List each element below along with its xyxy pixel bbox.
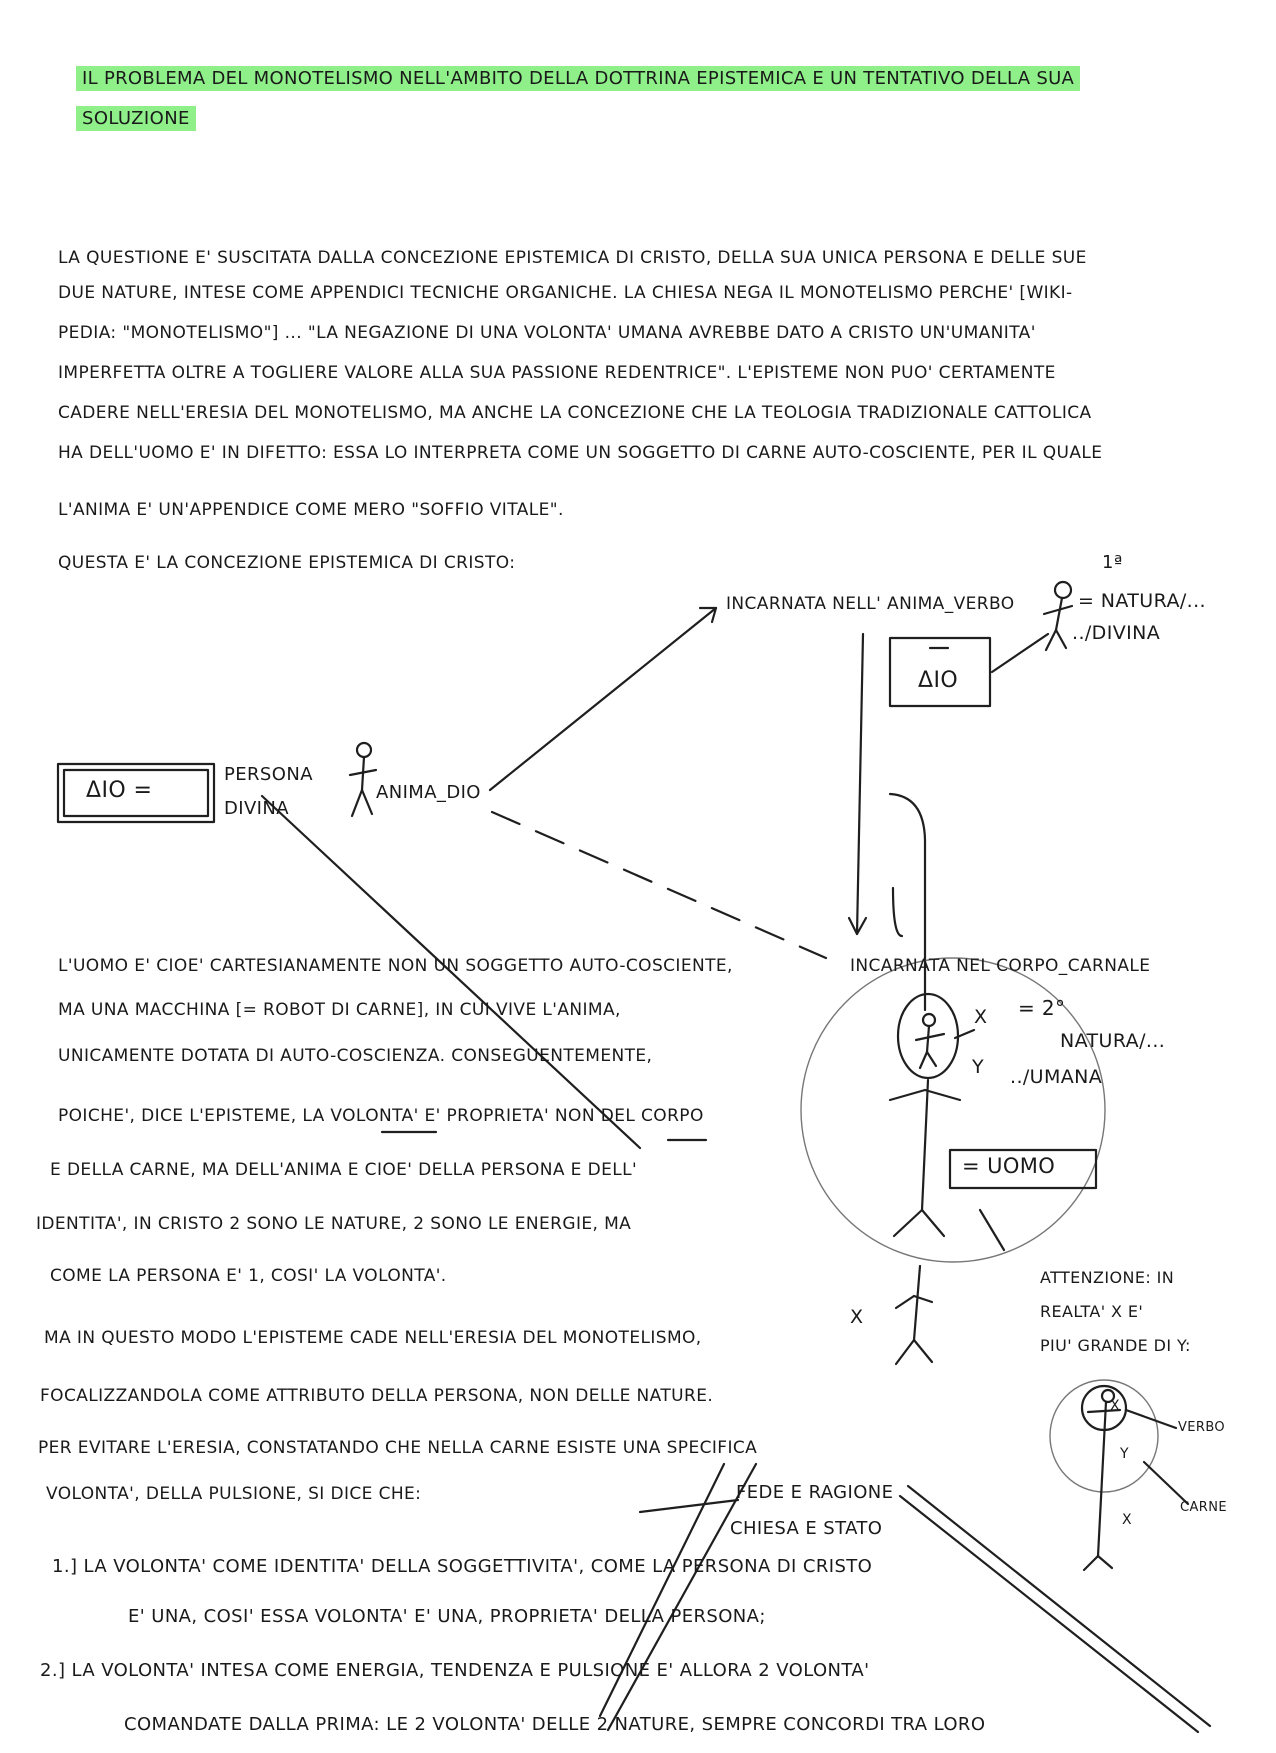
chiesa-e-stato: CHIESA E STATO — [730, 1518, 883, 1539]
cross-line-1 — [608, 1464, 756, 1730]
intro-line-4: IMPERFETTA OLTRE A TOGLIERE VALORE ALLA SUA PASSIONE REDENTRICE". L'EPISTEME NON PUO' CERTAMENTE — [58, 363, 1056, 383]
small-figure — [1084, 1390, 1120, 1570]
attenzione-line3: PIU' GRANDE DI Y: — [1040, 1336, 1191, 1355]
anima-dio-figure — [350, 743, 376, 816]
lower-line-2: FOCALIZZANDOLA COME ATTRIBUTO DELLA PERSONA, NON DELLE NATURE. — [40, 1386, 714, 1406]
small-x-label-2: X — [1122, 1512, 1132, 1528]
cross-line-4 — [908, 1486, 1210, 1726]
intro-line-2: DUE NATURE, INTESE COME APPENDICI TECNICHE ORGANICHE. LA CHIESA NEGA IL MONOTELISMO PERCHE' [WIKI- — [58, 283, 1073, 303]
inner-figure — [916, 1014, 944, 1068]
point-1-line-2: E' UNA, COSI' ESSA VOLONTA' E' UNA, PROPRIETA' DELLA PERSONA; — [128, 1606, 766, 1627]
natura-divina-line1: = NATURA/... — [1078, 590, 1206, 612]
middle-line-2: MA UNA MACCHINA [= ROBOT DI CARNE], IN CUI VIVE L'ANIMA, — [58, 1000, 621, 1020]
persona-label: PERSONA — [224, 764, 313, 785]
middle-line-3: UNICAMENTE DOTATA DI AUTO-COSCIENZA. CONSEGUENTEMENTE, — [58, 1046, 653, 1066]
vertical-arrow — [857, 634, 863, 934]
intro-line-7: L'ANIMA E' UN'APPENDICE COME MERO "SOFFIO VITALE". — [58, 500, 564, 520]
intro-line-3: PEDIA: "MONOTELISMO"] ... "LA NEGAZIONE DI UNA VOLONTA' UMANA AVREBBE DATO A CRISTO UN'UMANITA' — [58, 323, 1036, 343]
lower-line-1: MA IN QUESTO MODO L'EPISTEME CADE NELL'ERESIA DEL MONOTELISMO, — [44, 1328, 702, 1348]
point-1-line-1: 1.] LA VOLONTA' COME IDENTITA' DELLA SOGGETTIVITA', COME LA PERSONA DI CRISTO — [52, 1556, 873, 1577]
middle-line-5: E DELLA CARNE, MA DELL'ANIMA E CIOE' DELLA PERSONA E DELL' — [50, 1160, 638, 1180]
small-y-label: Y — [1120, 1446, 1129, 1462]
verbo-label: VERBO — [1178, 1420, 1226, 1435]
cross-line-3 — [900, 1496, 1198, 1732]
natura-divina-ordinal: 1ª — [1102, 552, 1123, 573]
x-label: X — [974, 1006, 988, 1028]
left-dio-label: ΔIO = — [86, 778, 153, 803]
natura-divina-line2: ../DIVINA — [1072, 622, 1161, 644]
middle-line-7: COME LA PERSONA E' 1, COSI' LA VOLONTA'. — [50, 1266, 447, 1286]
intro-line-6: HA DELL'UOMO E' IN DIFETTO: ESSA LO INTERPRETA COME UN SOGGETTO DI CARNE AUTO-COSCIENTE, PER IL QUALE — [58, 443, 1103, 463]
lower-line-3: PER EVITARE L'ERESIA, CONSTATANDO CHE NELLA CARNE ESISTE UNA SPECIFICA — [38, 1438, 758, 1458]
intro-line-1: LA QUESTIONE E' SUSCITATA DALLA CONCEZIONE EPISTEMICA DI CRISTO, DELLA SUA UNICA PERSONA E DELLE SUE — [58, 248, 1087, 268]
lower-line-4: VOLONTA', DELLA PULSIONE, SI DICE CHE: — [46, 1484, 422, 1504]
fede-e-ragione: FEDE E RAGIONE — [736, 1482, 894, 1503]
y-label: Y — [972, 1056, 985, 1078]
small-x-label: X — [1110, 1398, 1120, 1414]
intro-line-5: CADERE NELL'ERESIA DEL MONOTELISMO, MA ANCHE LA CONCEZIONE CHE LA TEOLOGIA TRADIZIONALE CATTOLICA — [58, 403, 1092, 423]
incarnata-verbo-label: INCARNATA NELL' ANIMA_VERBO — [726, 594, 1015, 614]
right-dio-label: ΔIO — [918, 668, 959, 693]
arrow-to-verbo — [490, 608, 716, 790]
title-line-1: IL PROBLEMA DEL MONOTELISMO NELL'AMBITO DELLA DOTTRINA EPISTEMICA E UN TENTATIVO DELLA SUA — [76, 66, 1080, 91]
carne-label: CARNE — [1180, 1500, 1227, 1515]
uomo-label: = UOMO — [962, 1154, 1056, 1178]
intro-line-8: QUESTA E' LA CONCEZIONE EPISTEMICA DI CRISTO: — [58, 553, 516, 573]
middle-line-6: IDENTITA', IN CRISTO 2 SONO LE NATURE, 2 SONO LE ENERGIE, MA — [36, 1214, 632, 1234]
natura-divina-figure — [1044, 582, 1072, 650]
attenzione-line1: ATTENZIONE: IN — [1040, 1268, 1175, 1287]
middle-line-1: L'UOMO E' CIOE' CARTESIANAMENTE NON UN SOGGETTO AUTO-COSCIENTE, — [58, 956, 733, 976]
divina-label: DIVINA — [224, 798, 289, 819]
natura-umana-line2: NATURA/... — [1060, 1030, 1166, 1052]
lower-figure — [896, 1266, 932, 1364]
title-line-2: SOLUZIONE — [76, 106, 196, 131]
lower-x-label: X — [850, 1306, 864, 1328]
natura-umana-line3: ../UMANA — [1010, 1066, 1103, 1088]
anima-dio-label: ANIMA_DIO — [376, 782, 481, 803]
attenzione-line2: REALTA' X E' — [1040, 1302, 1144, 1321]
loop-line — [890, 794, 925, 1010]
dashed-to-corpo — [492, 812, 826, 958]
middle-line-4: POICHE', DICE L'EPISTEME, LA VOLONTA' E' PROPRIETA' NON DEL CORPO — [58, 1106, 704, 1126]
point-2-line-2: COMANDATE DALLA PRIMA: LE 2 VOLONTA' DELLE 2 NATURE, SEMPRE CONCORDI TRA LORO — [124, 1714, 986, 1735]
natura-umana-line1: = 2° — [1018, 996, 1066, 1020]
point-2-line-1: 2.] LA VOLONTA' INTESA COME ENERGIA, TENDENZA E PULSIONE E' ALLORA 2 VOLONTA' — [40, 1660, 870, 1681]
incarnata-corpo-label: INCARNATA NEL CORPO_CARNALE — [850, 956, 1151, 976]
